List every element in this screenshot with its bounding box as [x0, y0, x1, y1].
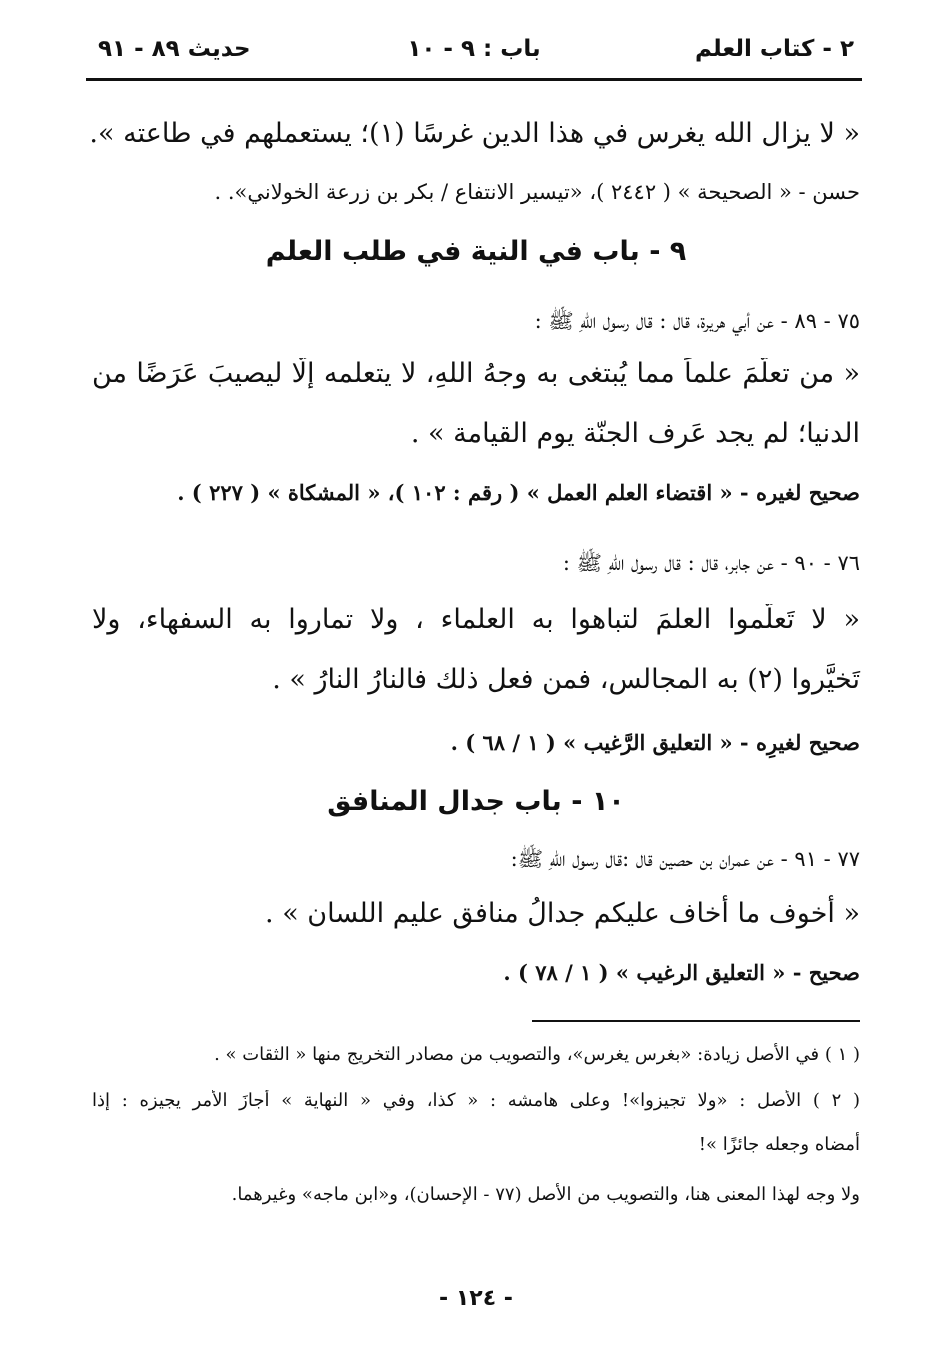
- header-rule: [86, 78, 862, 81]
- hadith-text-line: تَخيَّروا (٢) به المجالس، فمن فعل ذلك فالنارُ النارُ » .: [272, 664, 860, 695]
- chapter-heading: ٩ - باب في النية في طلب العلم: [265, 236, 687, 267]
- grading-line: حسن - « الصحيحة » ( ٢٤٤٢ )، «تيسير الانتفاع / بكر بن زرعة الخولاني». .: [214, 180, 860, 204]
- footnote-2-line: أمضاه وجعله جائزًا »!: [698, 1134, 860, 1155]
- footnote-1: ( ١ ) في الأصل زيادة: «بغرس يغرس»، والتصويب من مصادر التخريج منها « الثقات » .: [214, 1044, 860, 1065]
- header-chapter-range: باب : ٩ - ١٠: [407, 36, 541, 62]
- grading-line: صحيح لغيره - « اقتضاء العلم العمل » ( رقم : ١٠٢ )، « المشكاة » ( ٢٢٧ ) .: [177, 480, 860, 505]
- hadith-text-line: « لا يزال الله يغرس في هذا الدين غرسًا (١)؛ يستعملهم في طاعته ».: [89, 118, 860, 149]
- chapter-heading: ١٠ - باب جدال المنافق: [327, 786, 625, 817]
- hadith-text-line: الدنيا؛ لم يجد عَرف الجنّة يوم القيامة » .: [410, 418, 860, 449]
- hadith-text-line: « أخوف ما أخاف عليكم جدالُ منافق عليم اللسان » .: [265, 898, 860, 929]
- grading-line: صحيح - « التعليق الرغيب » ( ١ / ٧٨ ) .: [503, 960, 860, 985]
- hadith-narration-line: ٧٥ - ٨٩ - عن أبي هريرة، قال : قال رسول اللهِ ﷺ :: [534, 309, 860, 333]
- grading-line: صحيح لغيرِه - « التعليق الرَّغيب » ( ١ / ٦٨ ) .: [450, 730, 860, 755]
- hadith-text-line: « من تعلَّمَ علماً مما يُبتغى به وجهُ اللهِ، لا يتعلمه إلّا ليصيبَ عَرَضًا من: [92, 358, 860, 389]
- footnote-separator: [532, 1020, 860, 1022]
- hadith-text-line: « لا تَعلَّموا العلمَ لتباهوا به العلماء ، ولا تماروا به السفهاء، ولا: [92, 604, 860, 635]
- footnote-2-line: ( ٢ ) الأصل : «ولا تجيزوا»! وعلى هامشه : « كذا، وفي « النهاية » أجازَ الأمر يجيزه : إذا: [92, 1090, 860, 1111]
- hadith-narration-line: ٧٦ - ٩٠ - عن جابر، قال : قال رسول اللهِ ﷺ :: [562, 551, 860, 575]
- hadith-narration-line: ٧٧ - ٩١ - عن عمران بن حصين قال :قال رسول اللهِ ﷺ:: [510, 847, 860, 871]
- header-book-title: ٢ - كتاب العلم: [694, 36, 854, 62]
- page-number: - ١٢٤ -: [439, 1286, 513, 1311]
- header-hadith-range: حديث ٨٩ - ٩١: [98, 36, 251, 62]
- footnote-continuation: ولا وجه لهذا المعنى هنا، والتصويب من الأصل (٧٧ - الإحسان)، و«ابن ماجه» وغيرهما.: [231, 1184, 860, 1205]
- running-header: [88, 32, 860, 72]
